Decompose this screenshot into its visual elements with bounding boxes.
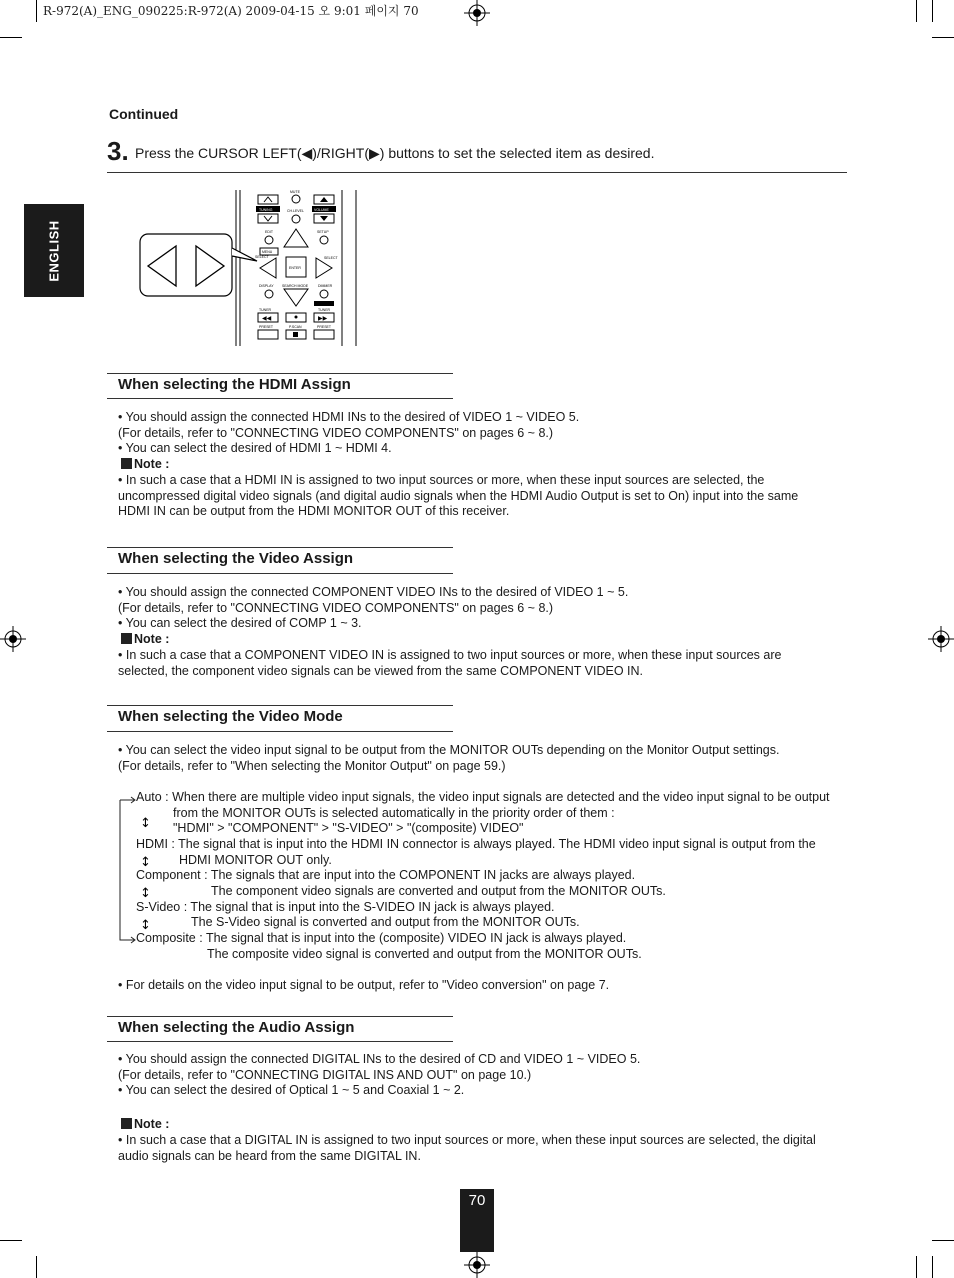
mode-line: The component video signals are converted and output from the MONITOR OUTs. xyxy=(211,883,666,898)
mode-line: S-Video : The signal that is input into the S-VIDEO IN jack is always played. xyxy=(136,899,555,914)
note-square-icon xyxy=(121,633,132,644)
remote-label: CH.LEVEL xyxy=(287,209,304,213)
crop-mark xyxy=(0,37,22,38)
crop-mark xyxy=(932,1240,954,1241)
mode-line: Auto : When there are multiple video input signals, the video input signals are detected and the video input signal to be output xyxy=(136,790,830,804)
remote-label: TUNING xyxy=(259,208,273,212)
remote-label: SEARCH MODE xyxy=(282,284,309,288)
remote-label: SELECT xyxy=(324,256,338,260)
video-mode-list xyxy=(136,790,866,962)
crop-mark xyxy=(36,1256,37,1278)
section-title-video-assign: When selecting the Video Assign xyxy=(118,550,354,567)
spacer xyxy=(118,1099,848,1117)
section-title-audio-assign: When selecting the Audio Assign xyxy=(118,1019,355,1036)
section-rule xyxy=(107,373,453,374)
note-line: selected, the component video signals can be viewed from the same COMPONENT VIDEO IN. xyxy=(118,663,643,678)
crop-mark xyxy=(916,1256,917,1278)
body-line: (For details, refer to "CONNECTING VIDEO COMPONENTS" on pages 6 ~ 8.) xyxy=(118,425,554,440)
crop-mark xyxy=(932,0,933,22)
mode-line: HDMI : The signal that is input into the HDMI IN connector is always played. The HDMI video input signal is output from the xyxy=(136,836,816,851)
note-line: • In such a case that a DIGITAL IN is assigned to two input sources or more, when these input sources are selected, the digital xyxy=(118,1132,816,1147)
section-rule xyxy=(107,1041,453,1042)
mode-line: The composite video signal is converted and output from the MONITOR OUTs. xyxy=(207,946,642,961)
language-tab xyxy=(24,204,84,297)
crop-mark xyxy=(36,0,37,22)
remote-label: P.SCAN xyxy=(289,325,302,329)
body-line: (For details, refer to "CONNECTING DIGITAL INS AND OUT" on page 10.) xyxy=(118,1067,532,1082)
svg-text:◀◀: ◀◀ xyxy=(262,316,272,322)
crop-mark xyxy=(932,37,954,38)
body-line: • You should assign the connected DIGITAL INs to the desired of CD and VIDEO 1 ~ VIDEO 5. xyxy=(118,1052,641,1066)
svg-text:↕: ↕ xyxy=(140,855,151,870)
step-instruction: Press the CURSOR LEFT(◀)/RIGHT(▶) buttons to set the selected item as desired. xyxy=(135,145,655,161)
remote-label: PRESET xyxy=(259,325,274,329)
step-number: 3. xyxy=(107,136,129,166)
remote-control-illustration xyxy=(138,186,360,348)
note-line: HDMI IN can be output from the HDMI MONITOR OUT of this receiver. xyxy=(118,504,510,519)
note-heading xyxy=(118,632,848,648)
registration-mark-icon xyxy=(928,626,954,652)
note-line: audio signals can be heard from the same DIGITAL IN. xyxy=(118,1148,421,1163)
hdmi-assign-body xyxy=(118,410,848,520)
body-line: (For details, refer to "CONNECTING VIDEO COMPONENTS" on pages 6 ~ 8.) xyxy=(118,600,554,615)
section-title-video-mode: When selecting the Video Mode xyxy=(118,708,343,725)
mode-line: Composite : The signal that is input into the (composite) VIDEO IN jack is always played. xyxy=(136,930,627,945)
remote-label: SELECT xyxy=(255,255,269,259)
note-square-icon xyxy=(121,458,132,469)
note-square-icon xyxy=(121,1118,132,1129)
remote-label: PRESET xyxy=(317,325,332,329)
body-line: • You can select the video input signal to be output from the MONITOR OUTs depending on the Monitor Output settings. xyxy=(118,743,780,757)
note-label: Note : xyxy=(134,457,170,472)
note-heading xyxy=(118,1117,848,1133)
svg-text:▶▶: ▶▶ xyxy=(318,316,328,322)
note-line: • In such a case that a HDMI IN is assigned to two input sources or more, when these input sources are selected, the xyxy=(118,472,765,487)
body-line: • You can select the desired of HDMI 1 ~ HDMI 4. xyxy=(118,441,392,456)
print-header: R-972(A)_ENG_090225:R-972(A) 2009-04-15 오 9:01 페이지 70 xyxy=(43,4,419,18)
page-number-tab xyxy=(460,1189,494,1252)
video-mode-footer xyxy=(118,978,848,994)
section-rule xyxy=(107,731,453,732)
crop-mark xyxy=(0,1240,22,1241)
body-line: (For details, refer to "When selecting the Monitor Output" on page 59.) xyxy=(118,758,506,773)
remote-label: MUTE xyxy=(290,190,300,194)
mode-line: HDMI MONITOR OUT only. xyxy=(179,852,332,867)
crop-mark xyxy=(932,1256,933,1278)
svg-text:↕: ↕ xyxy=(140,816,151,831)
body-line: • You can select the desired of Optical 1 ~ 5 and Coaxial 1 ~ 2. xyxy=(118,1083,465,1098)
registration-mark-icon xyxy=(464,0,490,26)
section-rule xyxy=(107,1016,453,1017)
svg-text:↕: ↕ xyxy=(140,886,151,901)
note-line: uncompressed digital video signals (and digital audio signals when the HDMI Audio Output is set to On) input into the same xyxy=(118,488,799,503)
remote-label: EDIT xyxy=(265,230,273,234)
section-rule xyxy=(107,573,453,574)
crop-mark xyxy=(916,0,917,22)
divider xyxy=(107,172,847,173)
registration-mark-icon xyxy=(0,626,26,652)
body-line: • You can select the desired of COMP 1 ~ 3. xyxy=(118,616,362,631)
remote-label: DISPLAY xyxy=(259,284,274,288)
body-line: • You should assign the connected COMPONENT VIDEO INs to the desired of VIDEO 1 ~ 5. xyxy=(118,585,629,599)
mode-line: The S-Video signal is converted and output from the MONITOR OUTs. xyxy=(191,915,580,930)
audio-assign-body xyxy=(118,1052,848,1164)
page-number: 70 xyxy=(468,1192,486,1209)
note-label: Note : xyxy=(134,632,170,647)
note-heading xyxy=(118,457,848,473)
section-rule xyxy=(107,547,453,548)
mode-line: "HDMI" > "COMPONENT" > "S-VIDEO" > "(composite) VIDEO" xyxy=(173,821,524,836)
remote-label: TUNER xyxy=(259,308,272,312)
remote-label: TUNER xyxy=(318,308,331,312)
section-rule xyxy=(107,398,453,399)
body-line: • For details on the video input signal to be output, refer to "Video conversion" on page 7. xyxy=(118,978,610,992)
video-assign-body xyxy=(118,585,848,679)
language-tab-label: ENGLISH xyxy=(46,219,62,282)
mode-line: Component : The signals that are input into the COMPONENT IN jacks are always played. xyxy=(136,868,636,883)
remote-label: ENTER xyxy=(289,266,301,270)
section-rule xyxy=(107,705,453,706)
video-mode-body xyxy=(118,743,848,774)
remote-label: SETUP xyxy=(317,230,329,234)
section-title-hdmi-assign: When selecting the HDMI Assign xyxy=(118,376,351,393)
body-line: • You should assign the connected HDMI INs to the desired of VIDEO 1 ~ VIDEO 5. xyxy=(118,410,580,424)
svg-text:↕: ↕ xyxy=(140,918,151,933)
remote-label: MENU xyxy=(262,250,273,254)
remote-label: DIMMER xyxy=(318,284,333,288)
mode-line: from the MONITOR OUTs is selected automatically in the priority order of them : xyxy=(173,805,615,820)
remote-label: VOLUME xyxy=(314,208,329,212)
note-line: • In such a case that a COMPONENT VIDEO IN is assigned to two input sources or more, when these input sources are xyxy=(118,647,782,662)
registration-mark-icon xyxy=(464,1252,490,1278)
continued-label: Continued xyxy=(109,106,179,122)
note-label: Note : xyxy=(134,1117,170,1132)
